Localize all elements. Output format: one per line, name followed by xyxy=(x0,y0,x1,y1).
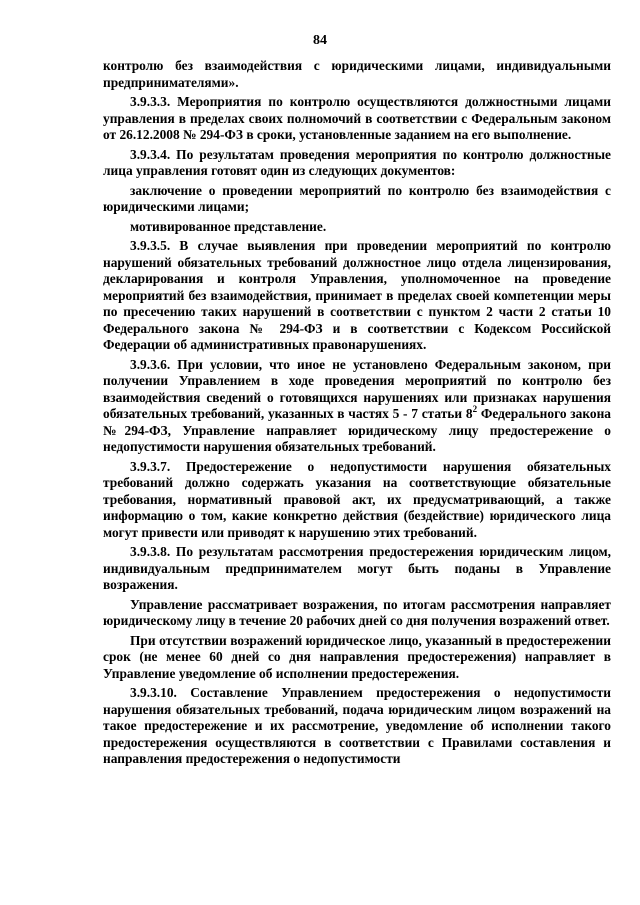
paragraph: 3.9.3.7. Предостережение о недопустимости нарушения обязательных требований должно содержать указания на соответствующие обязательные требования, нормативный правовой акт, их предусматривающий, а также информацию о том, какие конкретно действия (бездействие) юридического лица могут привести или приводят к нарушению этих требований. xyxy=(103,458,611,540)
paragraph-text: 3.9.3.6. При условии, что иное не установлено Федеральным законом, при получении Управлением в ходе проведения мероприятий по контролю без взаимодействия сведений о готовящихся нарушениях или признаках нарушения обязательных требований, указанных в частях 5 - 7 статьи 8 xyxy=(103,356,611,421)
paragraph: заключение о проведении мероприятий по контролю без взаимодействия с юридическими лицами; xyxy=(103,182,611,214)
superscript: 2 xyxy=(472,404,478,414)
paragraph: 3.9.3.3. Мероприятия по контролю осуществляются должностными лицами управления в пределах своих полномочий в соответствии с Федеральным законом от 26.12.2008 № 294-ФЗ в сроки, установленные заданием на его выполнение. xyxy=(103,94,611,142)
paragraph-text: Федерального закона №294-ФЗ, Управление направляет юридическому лицу предостережение о недопустимости нарушения обязательных требований. xyxy=(103,406,611,454)
page-number: 84 xyxy=(313,33,327,48)
paragraph: При отсутствии возражений юридическое лицо, указанный в предостережении срок (не менее 60 дней со дня направления предостережения) направляет в Управление уведомление об исполнении предостережения. xyxy=(103,632,611,681)
paragraph: 3.9.3.8. По результатам рассмотрения предостережения юридическим лицом, индивидуальным предпринимателем могут быть поданы в Управление возражения. xyxy=(103,544,611,592)
paragraph: 3.9.3.4. По результатам проведения мероприятия по контролю должностные лица управления готовят один из следующих документов: xyxy=(103,146,611,178)
paragraph: 3.9.3.10. Составление Управлением предостережения о недопустимости нарушения обязательных требований, подача юридическим лицом возражений на такое предостережение и их рассмотрение, уведомление об исполнении такого предостережения осуществляются в соответствии с Правилами составления и направления предостережения о недопустимости xyxy=(103,685,611,766)
paragraph: контролю без взаимодействия с юридическими лицами, индивидуальными предпринимателями». xyxy=(103,58,611,90)
paragraph: Управление рассматривает возражения, по итогам рассмотрения направляет юридическому лицу в течение 20 рабочих дней со дня получения возражений ответ. xyxy=(103,596,611,628)
paragraph: 3.9.3.5. В случае выявления при проведении мероприятий по контролю нарушений обязательных требований должностное лицо отдела лицензирования, декларирования и контроля Управления, уполномоченное на проведение мероприятий без взаимодействия, принимает в пределах своей компетенции меры по пресечению таких нарушений в соответствии с пунктом 2 части 2 статьи 10 Федерального закона № 294-ФЗ и в соответствии с Кодексом Российской Федерации об административных правонарушениях. xyxy=(103,238,611,352)
document-body xyxy=(103,58,611,768)
paragraph xyxy=(103,357,611,456)
paragraph: мотивированное представление. xyxy=(130,218,327,234)
